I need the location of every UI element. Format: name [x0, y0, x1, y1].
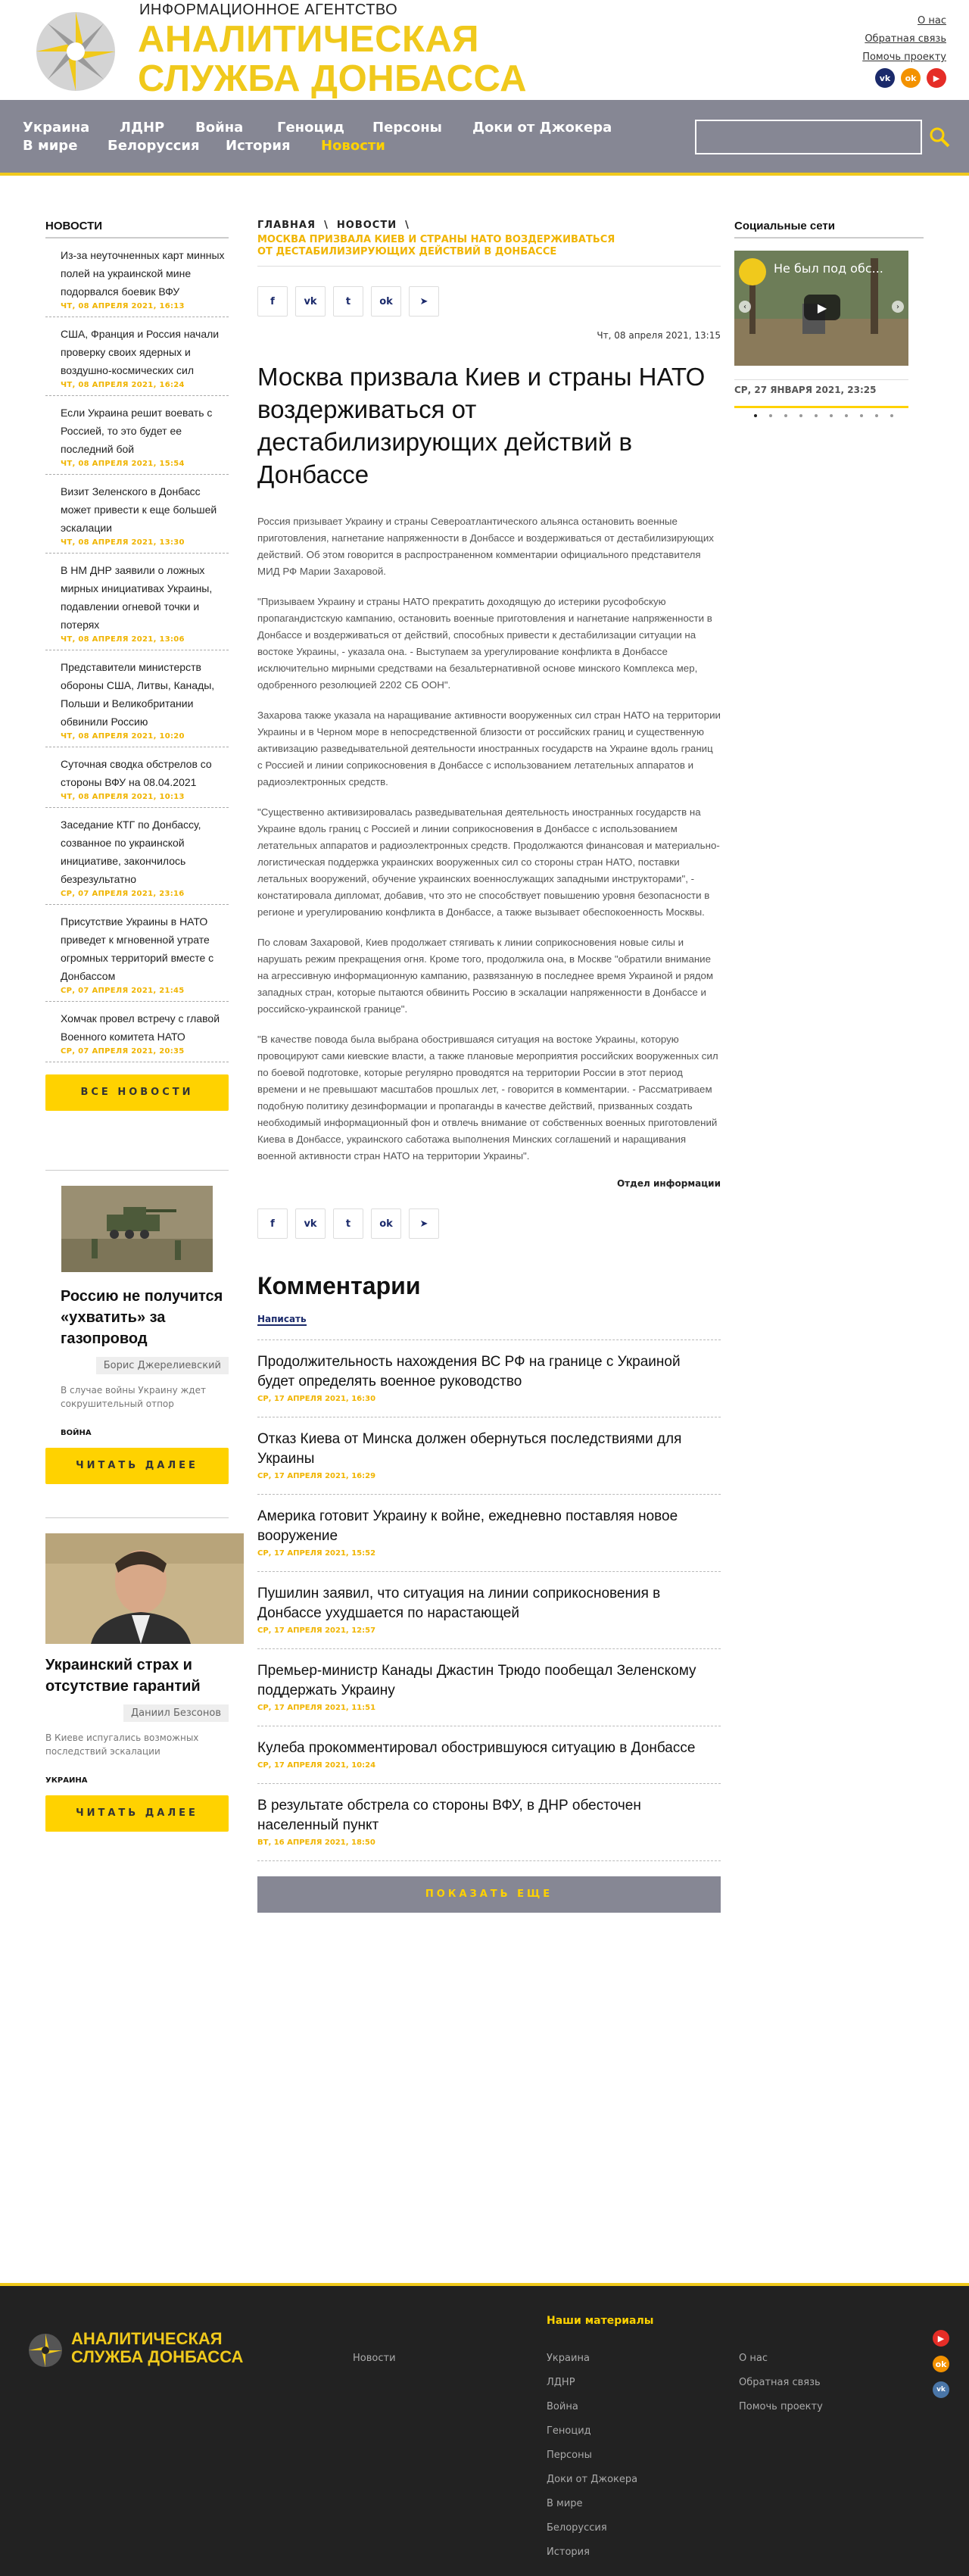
slider-dot[interactable]	[875, 414, 878, 417]
brand-title-line1[interactable]: АНАЛИТИЧЕСКАЯ	[138, 19, 480, 60]
twitter-share-icon[interactable]: t	[333, 286, 363, 317]
footer-link[interactable]: Геноцид	[547, 2425, 591, 2437]
footer-link[interactable]: Помочь проекту	[739, 2401, 823, 2412]
slider-dots	[734, 406, 908, 417]
nav-item-war[interactable]: Война	[195, 120, 244, 136]
breadcrumb-separator: \	[324, 220, 329, 231]
related-date: СР, 17 АПРЕЛЯ 2021, 10:24	[257, 1761, 376, 1770]
top-links	[862, 12, 946, 67]
related-articles	[257, 1339, 721, 1861]
article-date: Чт, 08 апреля 2021, 13:15	[597, 330, 721, 341]
promo-card	[45, 1170, 229, 1484]
promo-description: В случае войны Украину ждет сокрушительный отпор	[61, 1385, 206, 1409]
related-title[interactable]: Премьер-министр Канады Джастин Трюдо пообещал Зеленскому поддержать Украину	[257, 1663, 696, 1698]
share-buttons	[257, 286, 721, 317]
footer-col-materials	[547, 2347, 637, 2565]
related-title[interactable]: Пушилин заявил, что ситуация на линии соприкосновения в Донбассе ухудшается по нарастающей	[257, 1586, 661, 1621]
video-date: СР, 27 ЯНВАРЯ 2021, 23:25	[734, 379, 908, 395]
breadcrumb	[257, 220, 721, 231]
footer-col-heading: Наши материалы	[547, 2315, 654, 2327]
video-title[interactable]: Не был под обс...	[774, 261, 883, 276]
news-date: СР, 07 АПРЕЛЯ 2021, 23:16	[61, 890, 185, 898]
right-sidebar	[734, 220, 924, 417]
promo-description: В Киеве испугались возможных последствий эскалации	[45, 1732, 199, 1757]
article-byline: Отдел информации	[616, 1178, 721, 1189]
nav-item-joker-docs[interactable]: Доки от Джокера	[472, 120, 612, 136]
breadcrumb-section[interactable]: НОВОСТИ	[336, 220, 397, 231]
facebook-share-icon[interactable]: f	[257, 286, 288, 317]
next-arrow-icon[interactable]: ›	[892, 301, 904, 313]
twitter-share-icon[interactable]: t	[333, 1208, 363, 1239]
channel-avatar[interactable]	[739, 258, 766, 285]
article-paragraph: "Призываем Украину и страны НАТО прекратить доходящую до истерики русофобскую пропагандистскую кампанию, остановить военные приготовления и нагнетание напряженности в Донбассе и воздерживаться от действий, способных привести к дестабилизации ситуации на востоке Украины, - указала она. - Выступаем за урегулирование конфликта в Донбассе исключительно мирными средствами на безальтернативной основе минского Комплекса мер, одобренного резолюцией 2202 СБ ООН".	[257, 596, 712, 691]
news-date: ЧТ, 08 АПРЕЛЯ 2021, 16:13	[61, 302, 185, 310]
footer-link[interactable]: Доки от Джокера	[547, 2474, 638, 2485]
related-date: СР, 17 АПРЕЛЯ 2021, 12:57	[257, 1626, 376, 1635]
news-date: ЧТ, 08 АПРЕЛЯ 2021, 10:13	[61, 793, 185, 801]
article-paragraph: По словам Захаровой, Киев продолжает стягивать к линии соприкосновения новые силы и нарушать режим прекращения огня. Кроме того, продолжила она, в Москве "обратили внимание на агрессивную информационную кампанию, развязанную в последнее время Украиной и рядом западных стран, которые пытаются обвинить Россию в эскалации напряженности в Донбассе и российско-украинской границе".	[257, 937, 714, 1015]
search-icon[interactable]	[928, 126, 951, 148]
related-date: СР, 17 АПРЕЛЯ 2021, 16:29	[257, 1472, 376, 1480]
vk-share-icon[interactable]: vk	[295, 1208, 326, 1239]
telegram-share-icon[interactable]: ➤	[409, 1208, 439, 1239]
breadcrumb-home[interactable]: ГЛАВНАЯ	[257, 220, 316, 231]
related-article[interactable]	[257, 1340, 721, 1417]
related-date: ВТ, 16 АПРЕЛЯ 2021, 18:50	[257, 1838, 375, 1847]
nav-item-belarus[interactable]: Белоруссия	[107, 138, 200, 154]
news-list-item[interactable]	[45, 1002, 229, 1062]
slider-dot[interactable]	[769, 414, 772, 417]
search-input[interactable]	[695, 120, 922, 154]
slider-dot[interactable]	[845, 414, 848, 417]
related-article[interactable]	[257, 1495, 721, 1572]
footer-link[interactable]: В мире	[547, 2498, 583, 2509]
comments-title: Комментарии	[257, 1272, 421, 1299]
nav-item-history[interactable]: История	[226, 138, 291, 154]
nav-item-genocide[interactable]: Геноцид	[277, 120, 344, 136]
ok-icon[interactable]: ok	[901, 68, 921, 88]
news-title[interactable]: Если Украина решит воевать с Россией, то это будет ее последний бой	[61, 407, 213, 455]
article-paragraph: "Существенно активизировалась разведывательная деятельность иностранных государств на Украине вдоль границ с Россией и линии соприкосновения в Донбассе с использованием летательных аппаратов и радиоэлектронных средств. Продолжаются финансовая и материально-логистическая поддержка украинских вооруженных сил со стороны стран НАТО, поставки летальных вооружений, обучение украинских военнослужащих западными инструкторами", - констатировала дипломат, добавив, что это не способствует повышению уровня безопасности в регионе и урегулированию конфликта в Донбассе, а также вызывает обеспокоенность Москвы.	[257, 806, 720, 918]
footer-col-news	[353, 2347, 396, 2371]
youtube-icon[interactable]: ▶	[933, 2330, 949, 2347]
news-list-item[interactable]	[45, 650, 229, 747]
slider-dot[interactable]	[890, 414, 893, 417]
ok-icon[interactable]: ok	[933, 2356, 949, 2372]
news-title[interactable]: Суточная сводка обстрелов со стороны ВФУ на 08.04.2021	[61, 758, 212, 788]
news-list-item[interactable]	[45, 317, 229, 396]
show-more-button[interactable]: ПОКАЗАТЬ ЕЩЕ	[257, 1876, 721, 1913]
donate-link[interactable]: Помочь проекту	[862, 51, 946, 63]
promo-category[interactable]: УКРАИНА	[45, 1776, 88, 1785]
ok-share-icon[interactable]: ok	[371, 1208, 401, 1239]
footer-link[interactable]: Белоруссия	[547, 2522, 607, 2534]
related-date: СР, 17 АПРЕЛЯ 2021, 11:51	[257, 1704, 376, 1712]
promo-image[interactable]	[61, 1186, 213, 1272]
about-link[interactable]: О нас	[918, 15, 946, 27]
nav-item-ldnr[interactable]: ЛДНР	[120, 120, 165, 136]
social-title: Социальные сети	[734, 220, 924, 239]
all-news-button[interactable]: ВСЕ НОВОСТИ	[45, 1074, 229, 1111]
slider-dot[interactable]	[784, 414, 787, 417]
vk-icon[interactable]: vk	[933, 2381, 949, 2398]
news-title[interactable]: В НМ ДНР заявили о ложных мирных инициативах Украины, подавлении огневой точки и потерях	[61, 564, 213, 631]
news-list-item[interactable]	[45, 475, 229, 554]
news-date: ЧТ, 08 АПРЕЛЯ 2021, 13:30	[61, 538, 185, 547]
footer-brand[interactable]	[71, 2330, 243, 2366]
news-title[interactable]: Присутствие Украины в НАТО приведет к мгновенной утрате огромных территорий вместе с Донбассом	[61, 915, 214, 982]
news-list-item[interactable]	[45, 396, 229, 475]
play-icon[interactable]: ▶	[804, 295, 840, 320]
news-date: ЧТ, 08 АПРЕЛЯ 2021, 13:06	[61, 635, 185, 644]
footer-link[interactable]: ЛДНР	[547, 2377, 575, 2388]
video-slider[interactable]	[734, 251, 908, 366]
news-title[interactable]: Заседание КТГ по Донбассу, созванное по украинской инициативе, закончилось безрезультатно	[61, 819, 201, 885]
news-list	[45, 239, 229, 1062]
footer-link[interactable]: Украина	[547, 2353, 590, 2364]
related-title[interactable]: Америка готовит Украину к войне, ежедневно поставляя новое вооружение	[257, 1508, 678, 1544]
site-footer	[0, 2283, 969, 2576]
footer-link[interactable]: Персоны	[547, 2450, 592, 2461]
footer-brand-line2: СЛУЖБА ДОНБАССА	[71, 2347, 244, 2366]
related-title[interactable]: Кулеба прокомментировал обострившуюся ситуацию в Донбассе	[257, 1740, 696, 1756]
footer-link[interactable]: Новости	[353, 2353, 396, 2364]
news-list-item[interactable]	[45, 905, 229, 1002]
read-more-button[interactable]: ЧИТАТЬ ДАЛЕЕ	[45, 1448, 229, 1484]
news-date: ЧТ, 08 АПРЕЛЯ 2021, 15:54	[61, 460, 185, 468]
news-list-item[interactable]	[45, 747, 229, 808]
left-sidebar	[45, 220, 229, 1832]
footer-link[interactable]: О нас	[739, 2353, 768, 2364]
news-list-item[interactable]	[45, 554, 229, 650]
news-list-item[interactable]	[45, 239, 229, 317]
nav-item-ukraine[interactable]: Украина	[23, 120, 90, 136]
prev-arrow-icon[interactable]: ‹	[739, 301, 751, 313]
vk-share-icon[interactable]: vk	[295, 286, 326, 317]
article-paragraph: "В качестве повода была выбрана обострившаяся ситуация на востоке Украины, которую провоцируют сами киевские власти, а также плановые мероприятия российских вооруженных сил по боевой подготовке, которые регулярно проводятся на территории России в этот период времени и не превышают масштабов прошлых лет, - говорится в комментарии. - Рассматриваем подобную политику дезинформации и пропаганды в качестве действий, призванных создать необходимый информационный фон и отвлечь внимание от собственных военных приготовлений Киева в Донбассе, украинского саботажа выполнения Минских соглашений и наращивания военной активности стран НАТО на территории Украины".	[257, 1034, 718, 1162]
promo-author: Борис Джерелиевский	[96, 1357, 229, 1374]
nav-item-news[interactable]: Новости	[321, 138, 385, 154]
slider-dot[interactable]	[860, 414, 863, 417]
footer-col-about	[739, 2347, 823, 2419]
site-header	[0, 0, 969, 100]
news-date: СР, 07 АПРЕЛЯ 2021, 21:45	[61, 987, 185, 995]
article-paragraph: Россия призывает Украину и страны Североатлантического альянса остановить военные приготовления, нагнетание напряженности в Донбассе и воздерживаться от дестабилизирующих действий. Об этом говорится в распространенном комментарии официального представителя МИД РФ Марии Захаровой.	[257, 516, 714, 577]
slider-dot[interactable]	[799, 414, 802, 417]
vk-icon[interactable]: vk	[875, 68, 895, 88]
telegram-share-icon[interactable]: ➤	[409, 286, 439, 317]
footer-link[interactable]: История	[547, 2546, 590, 2558]
news-title[interactable]: Представители министерств обороны США, Литвы, Канады, Польши и Великобритании обвинили Россию	[61, 661, 215, 728]
news-title[interactable]: США, Франция и Россия начали проверку своих ядерных и воздушно-космических сил	[61, 328, 220, 376]
nav-item-world[interactable]: В мире	[23, 138, 78, 154]
facebook-share-icon[interactable]: f	[257, 1208, 288, 1239]
promo-image[interactable]	[45, 1533, 244, 1644]
breadcrumb-current: МОСКВА ПРИЗВАЛА КИЕВ И СТРАНЫ НАТО ВОЗДЕРЖИВАТЬСЯ ОТ ДЕСТАБИЛИЗИРУЮЩИХ ДЕЙСТВИЙ В ДОНБАССЕ	[257, 234, 615, 257]
ok-share-icon[interactable]: ok	[371, 286, 401, 317]
related-date: СР, 17 АПРЕЛЯ 2021, 16:30	[257, 1395, 376, 1403]
promo-category[interactable]: ВОЙНА	[61, 1429, 92, 1437]
related-date: СР, 17 АПРЕЛЯ 2021, 15:52	[257, 1549, 376, 1558]
news-title[interactable]: Визит Зеленского в Донбасс может привести к еще большей эскалации	[61, 485, 217, 534]
promo-title[interactable]: Россию не получится «ухватить» за газопровод	[61, 1288, 223, 1347]
footer-logo[interactable]	[23, 2331, 68, 2369]
nav-item-persons[interactable]: Персоны	[372, 120, 442, 136]
news-date: СР, 07 АПРЕЛЯ 2021, 20:35	[61, 1047, 185, 1056]
write-comment-link[interactable]: Написать	[257, 1314, 307, 1324]
news-date: ЧТ, 08 АПРЕЛЯ 2021, 16:24	[61, 381, 185, 389]
brand-title-line2[interactable]: СЛУЖБА ДОНБАССА	[138, 58, 528, 99]
article-paragraph: Захарова также указала на наращивание активности вооруженных сил стран НАТО на территории Украины и в Черном море в непосредственной близости от российских границ и существенную активизацию разведывательной деятельности иностранных государств на Украине вдоль границ с Россией и линии соприкосновения в Донбассе с использованием летательных аппаратов и радиоэлектронных средств.	[257, 709, 721, 787]
header-social	[875, 68, 946, 88]
related-title[interactable]: В результате обстрела со стороны ВФУ, в ДНР обесточен населенный пункт	[257, 1798, 641, 1833]
share-buttons	[257, 1208, 721, 1239]
footer-link[interactable]: Обратная связь	[739, 2377, 821, 2388]
promo-title[interactable]: Украинский страх и отсутствие гарантий	[45, 1657, 201, 1695]
agency-label: ИНФОРМАЦИОННОЕ АГЕНТСТВО	[139, 2, 398, 18]
read-more-button[interactable]: ЧИТАТЬ ДАЛЕЕ	[45, 1795, 229, 1832]
main-nav	[0, 100, 969, 176]
breadcrumb-separator: \	[405, 220, 410, 231]
related-article[interactable]	[257, 1417, 721, 1495]
article	[257, 220, 721, 1913]
youtube-icon[interactable]: ▶	[927, 68, 946, 88]
news-title[interactable]: Из-за неуточненных карт минных полей на украинской мине подорвался боевик ВФУ	[61, 249, 225, 298]
related-title[interactable]: Отказ Киева от Минска должен обернуться последствиями для Украины	[257, 1431, 682, 1467]
news-list-item[interactable]	[45, 808, 229, 905]
article-body	[257, 513, 721, 1165]
related-article[interactable]	[257, 1784, 721, 1861]
slider-dot[interactable]	[754, 414, 757, 417]
related-title[interactable]: Продолжительность нахождения ВС РФ на границе с Украиной будет определять военное руководство	[257, 1354, 681, 1389]
footer-social	[933, 2330, 949, 2398]
slider-dot[interactable]	[830, 414, 833, 417]
article-title: Москва призвала Киев и страны НАТО воздерживаться от дестабилизирующих действий в Донбассе	[257, 363, 706, 488]
news-title[interactable]: Хомчак провел встречу с главой Военного комитета НАТО	[61, 1012, 220, 1043]
footer-brand-line1: АНАЛИТИЧЕСКАЯ	[71, 2329, 223, 2348]
feedback-link[interactable]: Обратная связь	[865, 33, 946, 45]
related-article[interactable]	[257, 1572, 721, 1649]
promo-card	[45, 1517, 229, 1832]
site-logo[interactable]	[23, 8, 129, 95]
related-article[interactable]	[257, 1649, 721, 1726]
news-date: ЧТ, 08 АПРЕЛЯ 2021, 10:20	[61, 732, 185, 741]
slider-dot[interactable]	[815, 414, 818, 417]
promo-author: Даниил Безсонов	[123, 1704, 229, 1722]
news-column-title: НОВОСТИ	[45, 220, 229, 239]
related-article[interactable]	[257, 1726, 721, 1784]
footer-link[interactable]: Война	[547, 2401, 578, 2412]
